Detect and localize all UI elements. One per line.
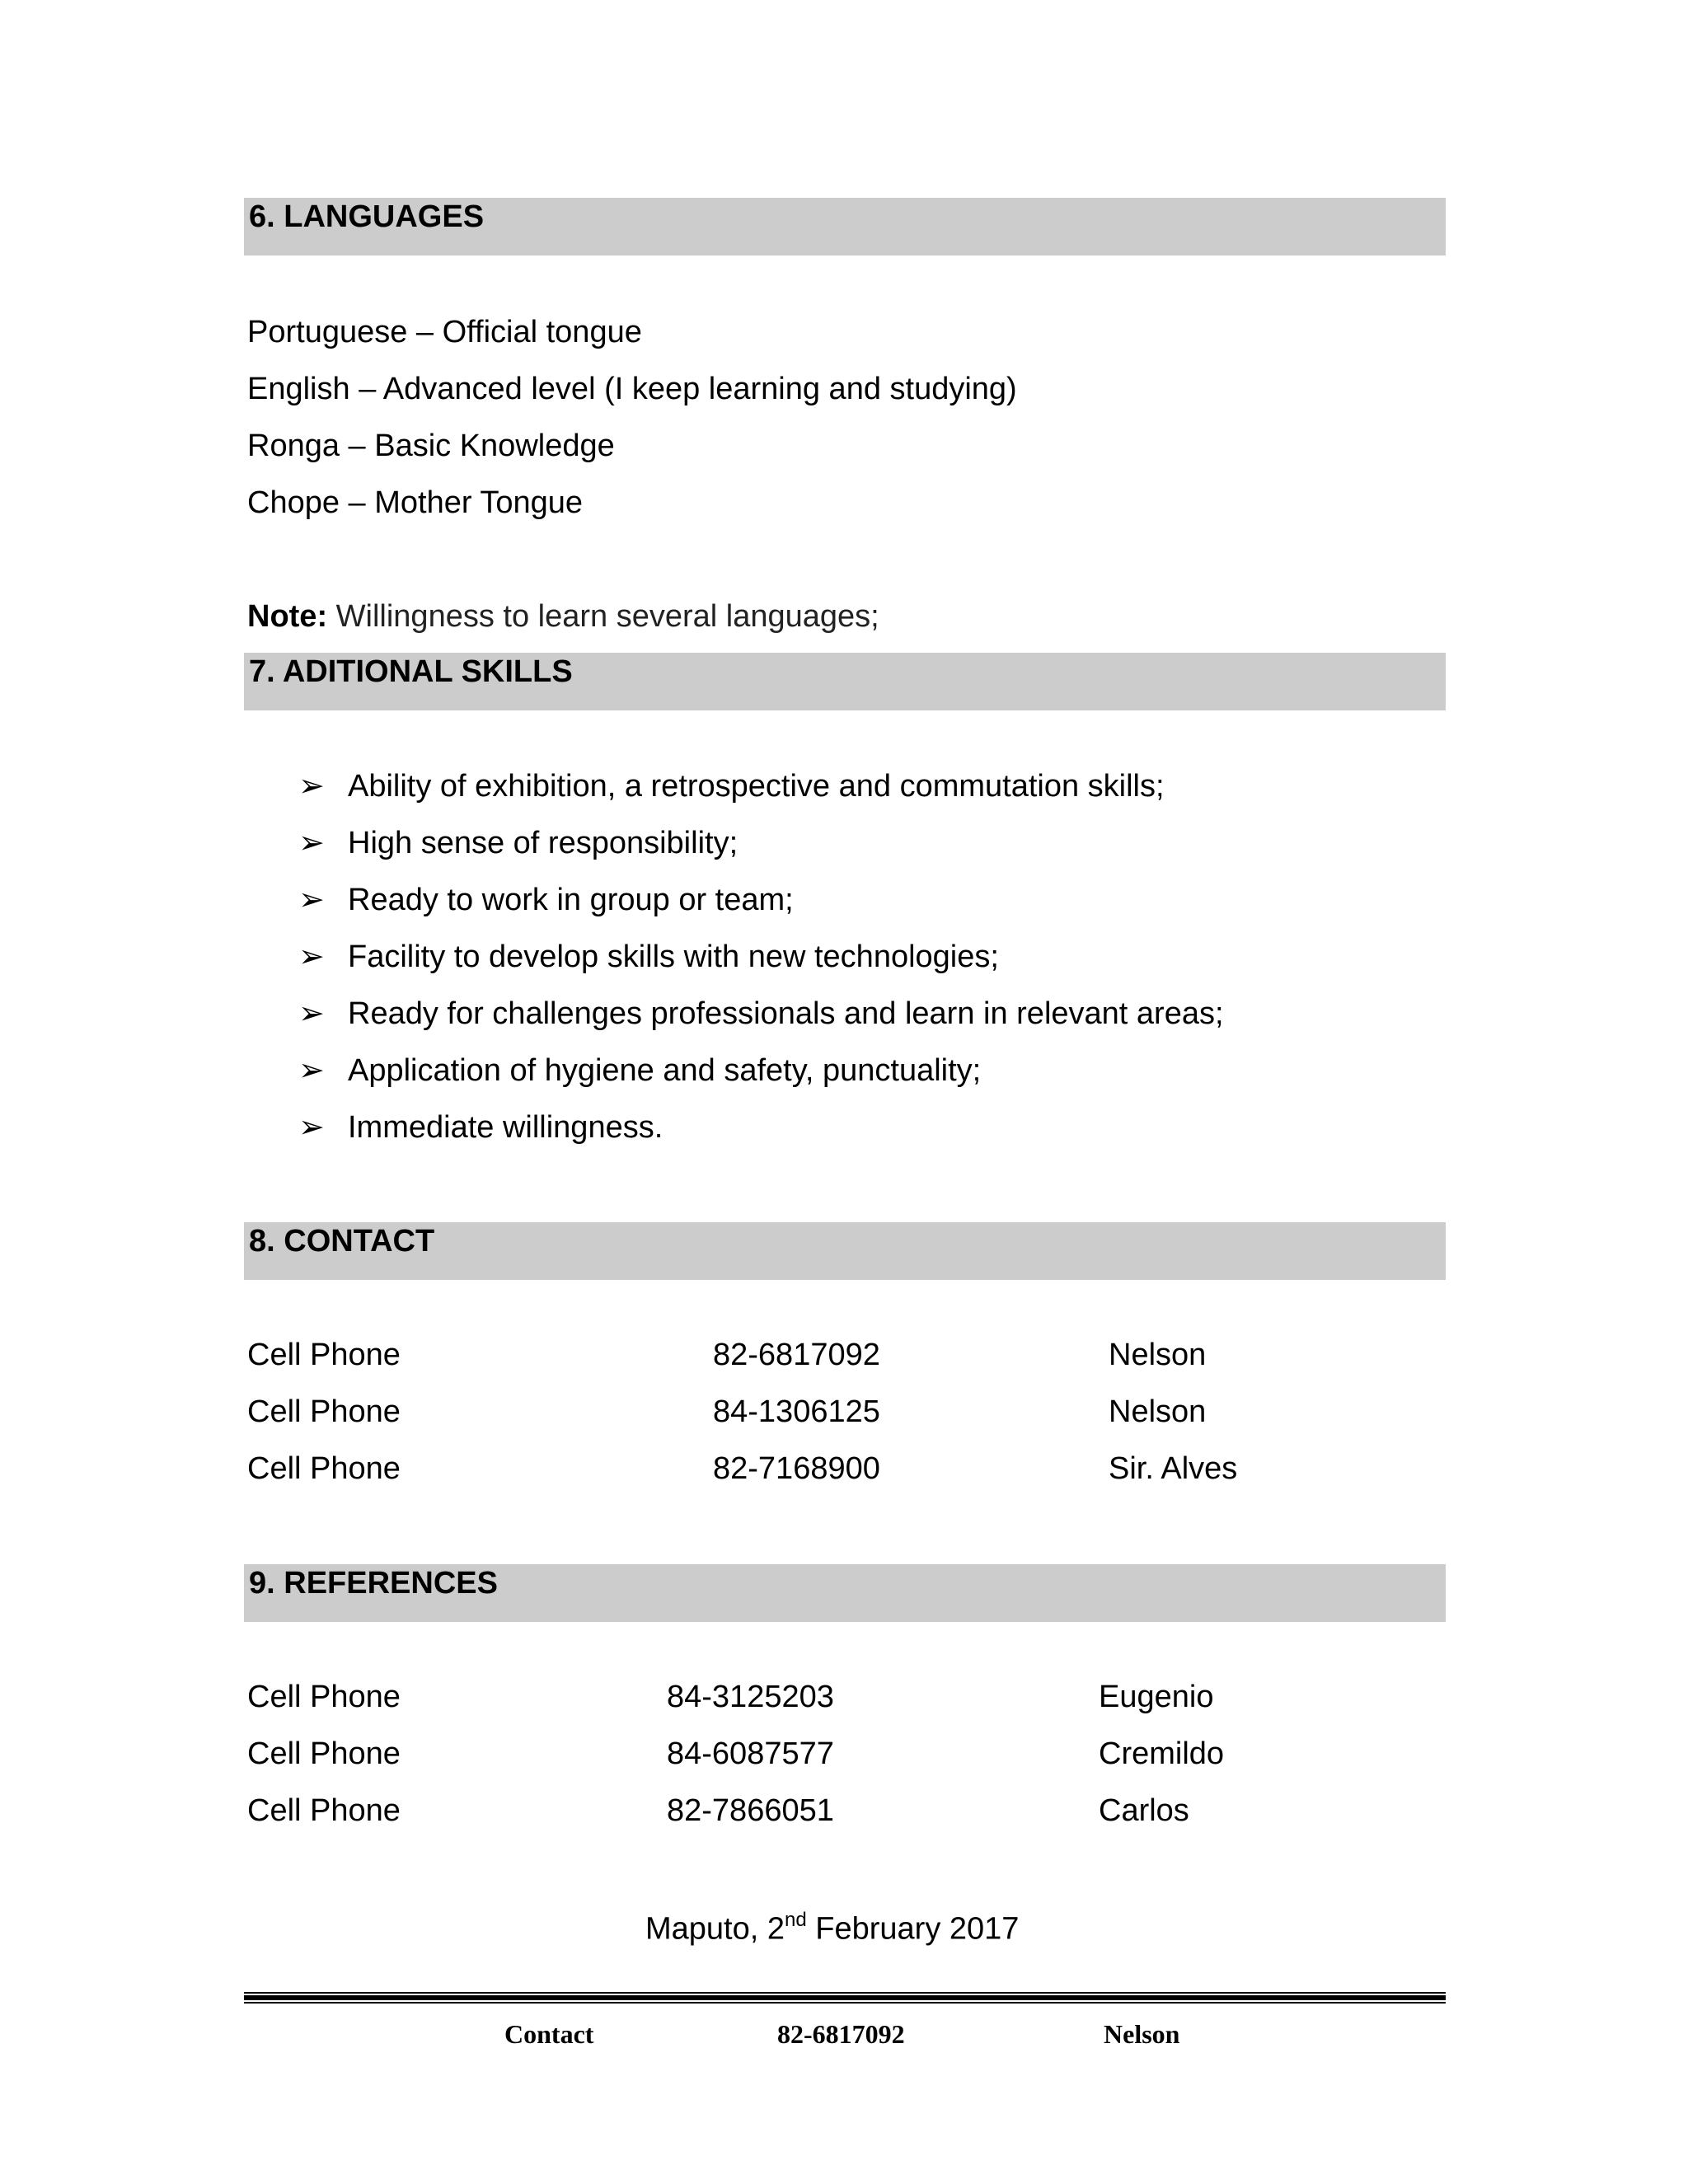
references-section-heading — [244, 1564, 1446, 1622]
date-ordinal-suffix: nd — [785, 1909, 807, 1931]
skill-item: Facility to develop skills with new technologies; — [348, 940, 999, 974]
bullet-arrow-icon: ➢ — [298, 996, 325, 1031]
bullet-arrow-icon: ➢ — [298, 826, 325, 860]
contact-name: Nelson — [1109, 1394, 1207, 1429]
languages-note — [247, 601, 879, 632]
skills-section-heading — [244, 653, 1446, 710]
contact-type: Cell Phone — [247, 1394, 401, 1429]
reference-name: Cremildo — [1099, 1736, 1225, 1771]
skill-item: Application of hygiene and safety, punctuality; — [348, 1053, 982, 1088]
footer-rule-bottom — [244, 2002, 1446, 2004]
footer-contact-label: Contact — [504, 2019, 594, 2049]
bullet-arrow-icon: ➢ — [298, 1053, 325, 1088]
language-item: Chope – Mother Tongue — [247, 485, 584, 520]
skill-item: Ability of exhibition, a retrospective and commutation skills; — [348, 769, 1165, 804]
contact-number: 82-6817092 — [713, 1338, 880, 1372]
references-heading-text: 9. REFERENCES — [249, 1566, 498, 1601]
contact-number: 84-1306125 — [713, 1394, 880, 1429]
footer-contact-number: 82-6817092 — [777, 2019, 905, 2049]
contact-heading-text: 8. CONTACT — [249, 1224, 435, 1258]
skill-item: Ready to work in group or team; — [348, 883, 794, 917]
language-item: Portuguese – Official tongue — [247, 315, 642, 349]
footer-rule-thick — [244, 1995, 1446, 2000]
language-item: English – Advanced level (I keep learning and studying) — [247, 372, 1017, 406]
contact-section-heading — [244, 1222, 1446, 1280]
bullet-arrow-icon: ➢ — [298, 883, 325, 917]
footer-contact-name: Nelson — [1104, 2019, 1180, 2049]
bullet-arrow-icon: ➢ — [298, 940, 325, 974]
contact-type: Cell Phone — [247, 1451, 401, 1486]
reference-name: Carlos — [1099, 1793, 1189, 1828]
languages-heading-text: 6. LANGUAGES — [249, 199, 485, 234]
language-item: Ronga – Basic Knowledge — [247, 429, 615, 463]
contact-name: Sir. Alves — [1109, 1451, 1238, 1486]
reference-number: 84-3125203 — [667, 1680, 834, 1714]
date-suffix: February 2017 — [806, 1911, 1020, 1947]
contact-type: Cell Phone — [247, 1338, 401, 1372]
skill-item: Immediate willingness. — [348, 1110, 663, 1145]
contact-name: Nelson — [1109, 1338, 1207, 1372]
reference-type: Cell Phone — [247, 1736, 401, 1771]
reference-number: 84-6087577 — [667, 1736, 834, 1771]
place-date-line — [645, 1909, 1020, 1947]
skills-heading-text: 7. ADITIONAL SKILLS — [249, 654, 573, 689]
contact-number: 82-7168900 — [713, 1451, 880, 1486]
skill-item: High sense of responsibility; — [348, 826, 738, 860]
reference-name: Eugenio — [1099, 1680, 1214, 1714]
skill-item: Ready for challenges professionals and learn in relevant areas; — [348, 996, 1224, 1031]
reference-type: Cell Phone — [247, 1793, 401, 1828]
footer-rule-top — [244, 1992, 1446, 1994]
date-prefix: Maputo, 2 — [645, 1911, 785, 1947]
reference-type: Cell Phone — [247, 1680, 401, 1714]
reference-number: 82-7866051 — [667, 1793, 834, 1828]
bullet-arrow-icon: ➢ — [298, 769, 325, 804]
languages-section-heading — [244, 198, 1446, 255]
note-label: Note: — [247, 599, 328, 634]
note-text: Willingness to learn several languages; — [327, 599, 879, 634]
bullet-arrow-icon: ➢ — [298, 1110, 325, 1145]
